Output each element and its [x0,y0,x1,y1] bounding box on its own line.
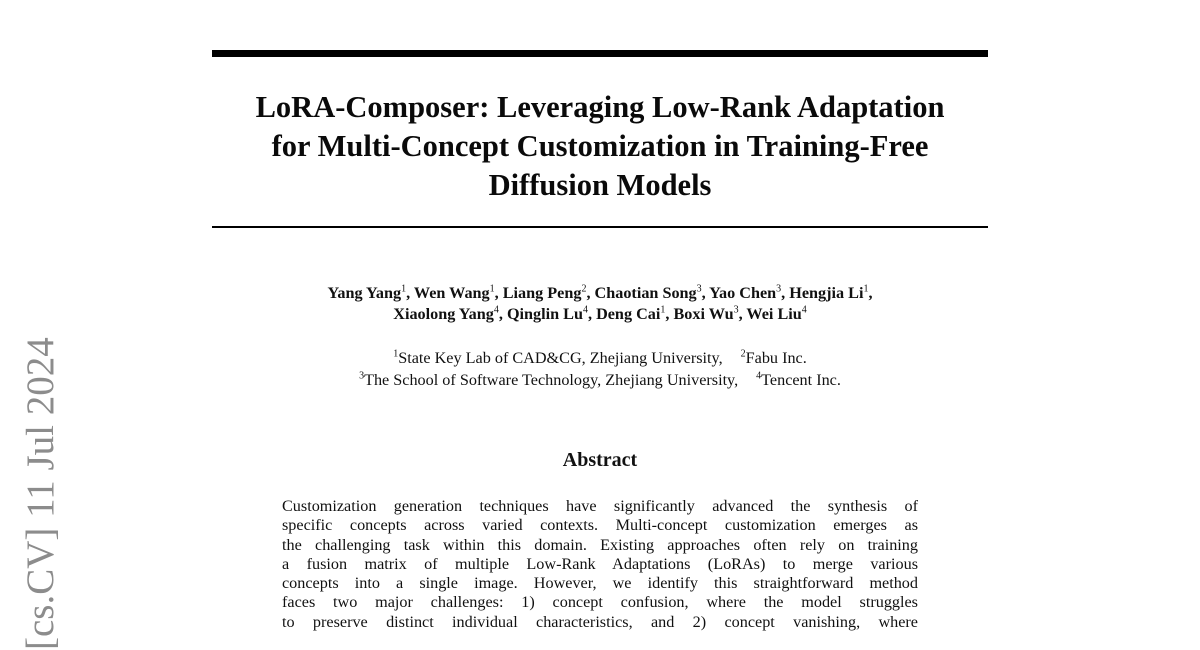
author-name: Qinglin Lu [506,305,583,323]
title-line: LoRA-Composer: Leveraging Low-Rank Adaptation [255,90,945,124]
author-name: Boxi Wu [673,305,734,323]
affiliation-line [212,347,988,369]
title-line: for Multi-Concept Customization in Training-Free [271,129,929,163]
author-affiliation-mark: 1 [660,304,666,316]
author-name: Yang Yang [327,284,402,302]
affiliation-number: 2 [740,348,746,360]
author-affiliation-mark: 3 [696,283,702,295]
affiliation-text: Tencent Inc. [761,371,841,389]
author-affiliation-mark: 4 [582,304,588,316]
affiliation-number: 3 [359,370,365,382]
abstract-line: concepts into a single image. However, we identify this straightforward method [282,574,918,593]
author-affiliation-mark: 2 [581,283,587,295]
affiliation-number: 1 [393,348,399,360]
author-affiliation-mark: 3 [733,304,739,316]
paper-title [212,88,988,205]
arxiv-identifier-stamp: [cs.CV] 11 Jul 2024 [19,337,62,650]
author-name: Wei Liu [746,305,802,323]
author-affiliation-mark: 1 [863,283,869,295]
title-top-rule [212,50,988,57]
abstract-line: the challenging task within this domain. Existing approaches often rely on training [282,535,918,554]
title-bottom-rule [212,226,988,228]
abstract-line: a fusion matrix of multiple Low-Rank Adaptations (LoRAs) to merge various [282,554,918,573]
author-name: Xiaolong Yang [393,305,494,323]
author-affiliation-mark: 4 [801,304,807,316]
abstract-line: specific concepts across varied contexts. Multi-concept customization emerges as [282,516,918,535]
affiliation-text: State Key Lab of CAD&CG, Zhejiang University, [398,349,723,367]
author-list [212,283,988,325]
author-affiliation-mark: 4 [493,304,499,316]
author-name: Hengjia Li [789,284,864,302]
affiliation-text: Fabu Inc. [745,349,807,367]
title-line: Diffusion Models [488,168,712,202]
author-affiliation-mark: 1 [489,283,495,295]
author-name: Chaotian Song [594,284,697,302]
author-affiliation-mark: 3 [776,283,782,295]
abstract-line: Customization generation techniques have significantly advanced the synthesis of [282,497,918,515]
abstract-line: faces two major challenges: 1) concept confusion, where the model struggles [282,593,918,612]
abstract-line: to preserve distinct individual characteristics, and 2) concept vanishing, where [282,612,918,631]
author-name: Deng Cai [596,305,661,323]
affiliation-number: 4 [756,370,762,382]
affiliation-line [212,369,988,391]
affiliation-text: The School of Software Technology, Zhejiang University, [364,371,739,389]
abstract-heading: Abstract [562,449,638,471]
author-name: Yao Chen [709,284,777,302]
author-name: Wen Wang [413,284,490,302]
author-line: Yang Yang$^1$, Wen Wang$^1$, Liang Peng$^2$, Chaotian Song$^3$, Yao Chen$^3$, Hengjia Li$^1$, [327,283,873,302]
affiliation-list [212,347,988,391]
abstract-body [282,497,918,632]
author-line: Xiaolong Yang$^4$, Qinglin Lu$^4$, Deng Cai$^1$, Boxi Wu$^3$, Wei Liu$^4$ [393,304,807,323]
author-affiliation-mark: 1 [401,283,407,295]
author-name: Liang Peng [502,284,582,302]
